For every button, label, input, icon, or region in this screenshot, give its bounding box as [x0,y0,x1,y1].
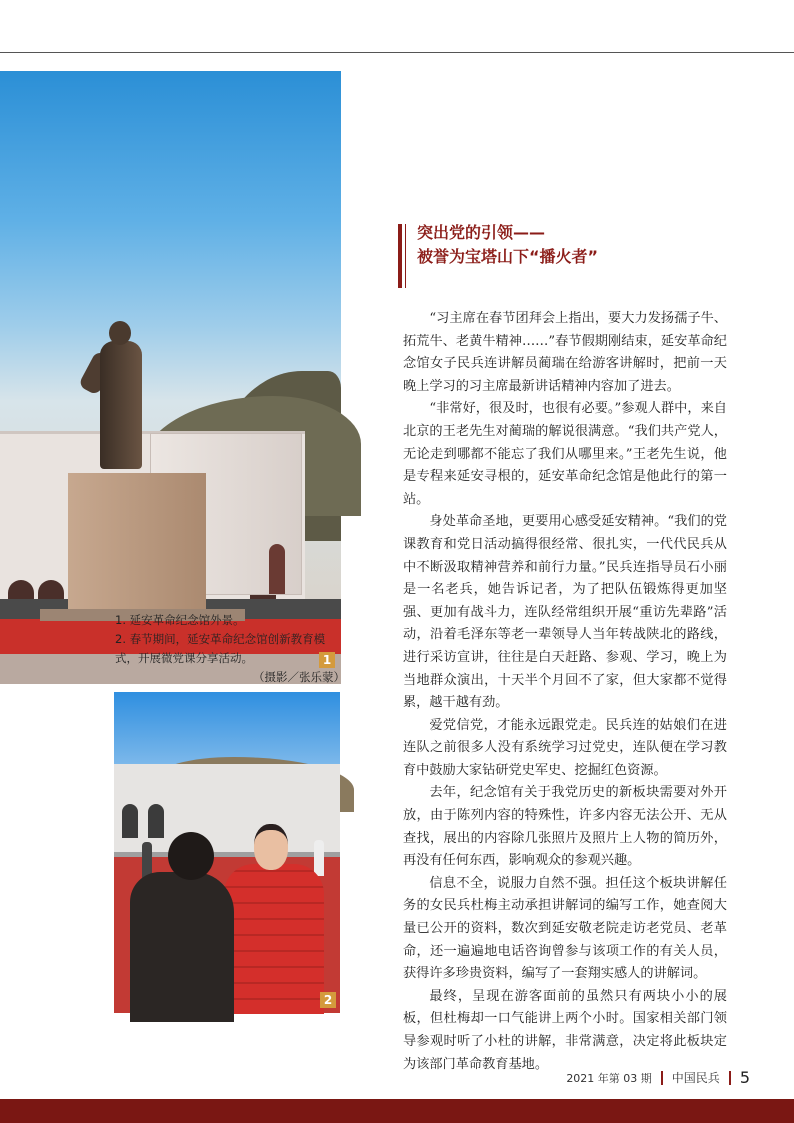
heading-accent-line [405,224,406,288]
page-number: 5 [739,1068,750,1087]
footer-separator [729,1071,731,1085]
bottom-band [0,1099,794,1123]
publication-name: 中国民兵 [671,1071,720,1085]
section-heading [417,221,598,269]
statue [100,341,142,469]
caption-2: 2. 春节期间，延安革命纪念馆创新教育模式，开展微党课分享活动。 [115,632,326,665]
paragraph: 信息不全，说服力自然不强。担任这个板块讲解任务的女民兵杜梅主动承担讲解词的编写工作，她查阅大量已公开的资料，数次到延安敬老院走访老党员、老革命，还一遍遍地电话咨询曾参与该项工作的有关人员，获得许多珍贵资料，编写了一套翔实感人的讲解词。 [403,875,727,982]
paragraph: 爱党信党，才能永远跟党走。民兵连的姑娘们在进连队之前很多人没有系统学习过党史，连队便在学习教育中鼓励大家钻研党史军史、挖掘红色资源。 [403,717,727,778]
photo-number-badge: 1 [319,652,335,668]
issue-label: 2021 年第 03 期 [566,1071,652,1085]
photo-micro-lecture [114,692,340,1013]
paragraph: “非常好，很及时，也很有必要。”参观人群中，来自北京的王老先生对蔺瑞的解说很满意。“我们共产党人，无论走到哪都不能忘了我们从哪里来。”王老先生说，他是专程来延安寻根的，延安革命纪念馆是他此行的第一站。 [403,401,727,507]
article-body [403,308,727,1076]
guide-woman-dark-coat [124,832,232,1013]
head [168,832,214,880]
heading-line-1: 突出党的引领—— [417,223,546,242]
photo-captions [115,611,345,687]
top-rule [0,52,794,53]
paragraph: “习主席在春节团拜会上指出，要大力发扬孺子牛、拓荒牛、老黄牛精神……”春节假期刚结束，延安革命纪念馆女子民兵连讲解员蔺瑞在给游客讲解时，把前一天晚上学习的习主席最新讲话精神内容加了进去。 [403,311,727,394]
paragraph: 身处革命圣地，更要用心感受延安精神。“我们的党课教育和党日活动搞得很经常、很扎实，一代代民兵从中不断汲取精神营养和前行力量。”民兵连指导员石小丽是一名老兵，她告诉记者，为了把队伍锻炼得更加坚强、更加有战斗力，连队经常组织开展“重访先辈路”活动，沿着毛泽东等老一辈领导人当年转战陕北的路线，进行采访宣讲，往往是白天赶路、参观、学习，晚上为当地群众演出，十天半个月回不了家，但大家都不觉得累，越干越有劲。 [403,514,727,711]
photo-number-badge: 2 [320,992,336,1008]
heading-accent-bar [398,224,402,288]
visitor-woman-red-coat [224,824,324,1013]
statue-head [109,321,131,345]
paragraph: 去年，纪念馆有关于我党历史的新板块需要对外开放，由于陈列内容的特殊性，许多内容无法公开、无从查找，展出的内容除几张照片及照片上人物的简历外，再没有任何东西，影响观众的参观兴趣。 [403,785,727,869]
face [254,824,288,870]
door [269,544,285,594]
footer-separator [661,1071,663,1085]
caption-1: 1. 延安革命纪念馆外景。 [115,613,245,627]
dark-coat [130,872,234,1022]
statue-pedestal [68,473,206,615]
paragraph: 最终，呈现在游客面前的虽然只有两块小小的展板，但杜梅却一口气能讲上两个小时。国家相关部门领导参观时听了小杜的讲解，非常满意，决定将此板块定为该部门革命教育基地。 [403,988,727,1072]
photo-credit: （摄影／张乐蒙） [253,670,345,684]
page-footer [566,1068,750,1087]
heading-line-2: 被誉为宝塔山下“播火者” [417,247,599,266]
red-coat [224,864,324,1014]
